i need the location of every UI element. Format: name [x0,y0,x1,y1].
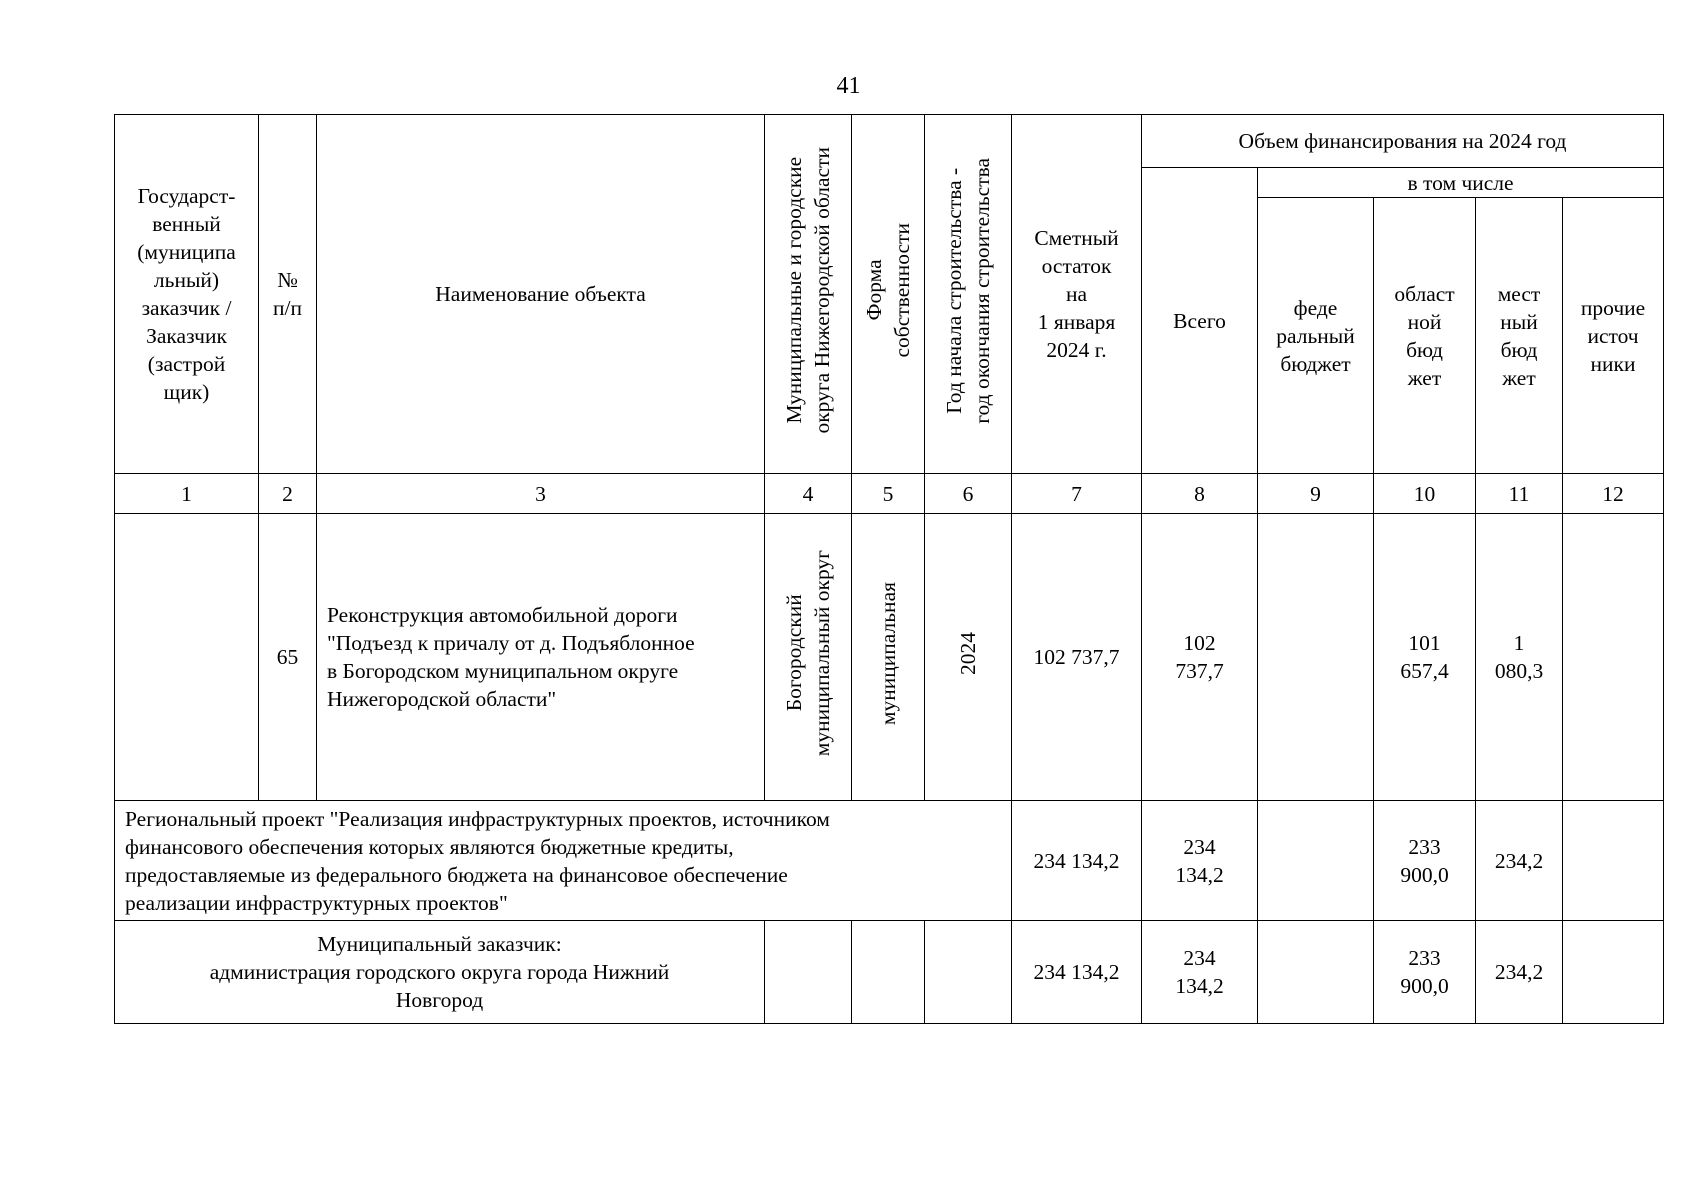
row-balance: 102 737,7 [1012,514,1142,801]
regional-project-federal [1258,801,1374,921]
row-customer [115,514,259,801]
page-number: 41 [836,73,861,99]
regional-project-label: Региональный проект "Реализация инфраструктурных проектов, источником финансового обеспечения которых являются бюджетные кредиты, предоставляемые из федерального бюджета на финансовое обеспечение реализации инфраструктурных проектов" [115,801,1012,921]
column-number: 2 [259,474,317,514]
column-number: 6 [925,474,1012,514]
municipal-customer-balance: 234 134,2 [1012,921,1142,1024]
column-numbers-row [115,474,1664,514]
header-total: Всего [1142,168,1258,474]
regional-project-other [1563,801,1664,921]
column-number: 8 [1142,474,1258,514]
municipal-customer-label: Муниципальный заказчик: администрация городского округа города Нижний Новгород [115,921,765,1024]
column-number: 1 [115,474,259,514]
regional-project-regional: 233 900,0 [1374,801,1476,921]
row-ownership: муниципальная [852,514,925,801]
municipal-customer-years [925,921,1012,1024]
row-object-name: Реконструкция автомобильной дороги "Подъезд к причалу от д. Подъяблонное в Богородском муниципальном округе Нижегородской области" [317,514,765,801]
header-district: Муниципальные и городские округа Нижегородской области [765,115,852,474]
header-object-name: Наименование объекта [317,115,765,474]
municipal-customer-total: 234 134,2 [1142,921,1258,1024]
column-number: 9 [1258,474,1374,514]
header-number: № п/п [259,115,317,474]
municipal-customer-row [115,921,1664,1024]
row-federal [1258,514,1374,801]
header-local: мест ный бюд жет [1476,198,1563,474]
funding-table [114,114,1664,1024]
header-including: в том числе [1258,168,1664,198]
municipal-customer-other [1563,921,1664,1024]
header-years: Год начала строительства - год окончания строительства [925,115,1012,474]
column-number: 5 [852,474,925,514]
regional-project-local: 234,2 [1476,801,1563,921]
row-district: Богородский муниципальный округ [765,514,852,801]
header-funding-title: Объем финансирования на 2024 год [1142,115,1664,168]
column-number: 3 [317,474,765,514]
regional-project-balance: 234 134,2 [1012,801,1142,921]
municipal-customer-local: 234,2 [1476,921,1563,1024]
municipal-customer-district [765,921,852,1024]
row-number: 65 [259,514,317,801]
regional-project-row [115,801,1664,921]
municipal-customer-federal [1258,921,1374,1024]
row-total: 102 737,7 [1142,514,1258,801]
header-regional: област ной бюд жет [1374,198,1476,474]
row-other [1563,514,1664,801]
row-years: 2024 [925,514,1012,801]
header-balance: Сметный остаток на 1 января 2024 г. [1012,115,1142,474]
column-number: 12 [1563,474,1664,514]
column-number: 11 [1476,474,1563,514]
regional-project-total: 234 134,2 [1142,801,1258,921]
header-customer: Государст- венный (муниципа льный) заказчик / Заказчик (застрой щик) [115,115,259,474]
row-regional: 101 657,4 [1374,514,1476,801]
municipal-customer-ownership [852,921,925,1024]
municipal-customer-regional: 233 900,0 [1374,921,1476,1024]
row-local: 1 080,3 [1476,514,1563,801]
header-ownership: Форма собственности [852,115,925,474]
table-row [115,514,1664,801]
column-number: 10 [1374,474,1476,514]
header-federal: феде ральный бюджет [1258,198,1374,474]
column-number: 4 [765,474,852,514]
column-number: 7 [1012,474,1142,514]
header-other: прочие источ ники [1563,198,1664,474]
